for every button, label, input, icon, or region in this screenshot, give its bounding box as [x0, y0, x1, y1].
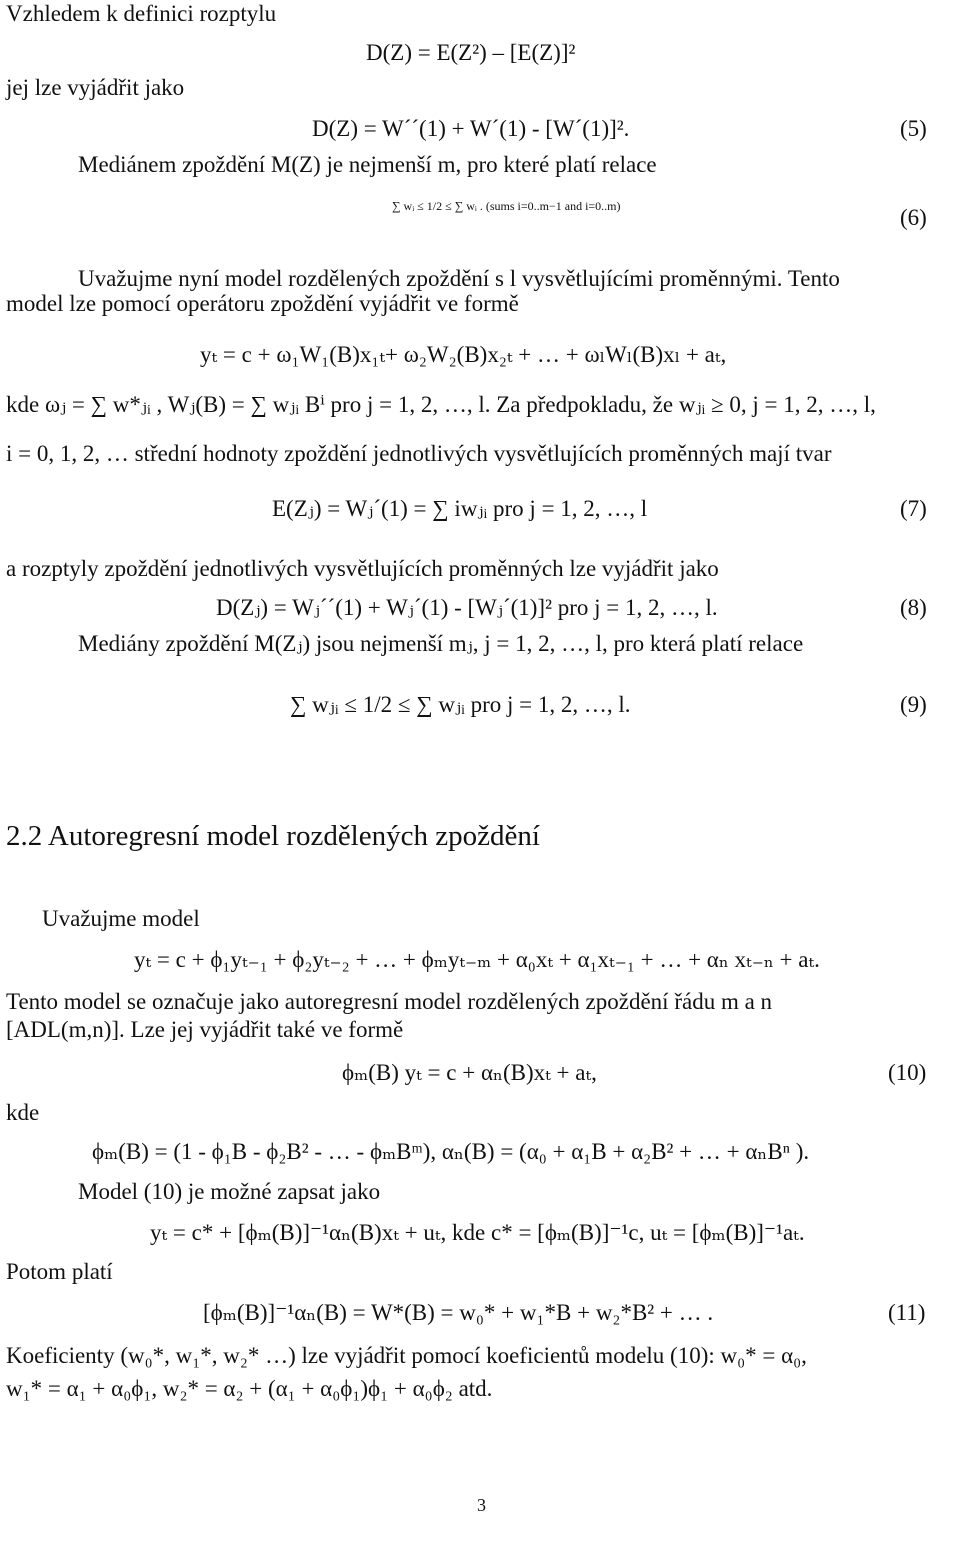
equation-5: D(Z) = W´´(1) + W´(1) - [W´(1)]². — [312, 116, 630, 141]
text-line: a rozptyly zpoždění jednotlivých vysvětlujících proměnných lze vyjádřit jako — [6, 556, 719, 581]
text-line: jej lze vyjádřit jako — [6, 75, 185, 100]
text-line: Mediánem zpoždění M(Z) je nejmenší m, pro které platí relace — [78, 152, 657, 177]
equation-number: (8) — [900, 595, 927, 620]
equation-8: D(Zⱼ) = Wⱼ´´(1) + Wⱼ´(1) - [Wⱼ´(1)]² pro j = 1, 2, …, l. — [216, 595, 718, 620]
equation-number: (5) — [900, 116, 927, 141]
text-line: kde — [6, 1100, 40, 1125]
equation-9: ∑ wⱼᵢ ≤ 1/2 ≤ ∑ wⱼᵢ pro j = 1, 2, …, l. — [290, 692, 631, 717]
page-number: 3 — [477, 1495, 486, 1515]
text-line: Uvažujme model — [42, 906, 200, 931]
text-line: Potom platí — [6, 1259, 113, 1284]
text-line: w₁* = α₁ + α₀ϕ₁, w₂* = α₂ + (α₁ + α₀ϕ₁)ϕ₁ + α₀ϕ₂ atd. — [6, 1376, 493, 1401]
equation-number: (11) — [888, 1300, 926, 1325]
text-line: Mediány zpoždění M(Zⱼ) jsou nejmenší mⱼ, j = 1, 2, …, l, pro která platí relace — [78, 631, 804, 656]
equation-variance: D(Z) = E(Z²) – [E(Z)]² — [366, 40, 576, 65]
text-line: [ADL(m,n)]. Lze jej vyjádřit také ve formě — [6, 1017, 404, 1042]
text-line: Model (10) je možné zapsat jako — [78, 1179, 381, 1204]
text-line: kde ωⱼ = ∑ w*ⱼᵢ , Wⱼ(B) = ∑ wⱼᵢ Bⁱ pro j = 1, 2, …, l. Za předpokladu, že wⱼᵢ ≥ 0, j = 1, 2, …, l, — [6, 392, 876, 417]
equation-number: (9) — [900, 692, 927, 717]
equation-10: ϕₘ(B) yₜ = c + αₙ(B)xₜ + aₜ, — [342, 1060, 597, 1085]
equation-11: [ϕₘ(B)]⁻¹αₙ(B) = W*(B) = w₀* + w₁*B + w₂*B² + … . — [203, 1300, 714, 1325]
text-line: Vzhledem k definici rozptylu — [6, 1, 277, 26]
equation-polynomials: ϕₘ(B) = (1 - ϕ₁B - ϕ₂B² - … - ϕₘBᵐ), αₙ(B) = (α₀ + α₁B + α₂B² + … + αₙBⁿ ). — [92, 1139, 810, 1164]
equation-rewrite: yₜ = c* + [ϕₘ(B)]⁻¹αₙ(B)xₜ + uₜ, kde c* = [ϕₘ(B)]⁻¹c, uₜ = [ϕₘ(B)]⁻¹aₜ. — [150, 1220, 805, 1245]
text-line: Uvažujme nyní model rozdělených zpoždění s l vysvětlujícími proměnnými. Tento — [78, 266, 840, 291]
equation-model: yₜ = c + ω₁W₁(B)x₁ₜ+ ω₂W₂(B)x₂ₜ + … + ωₗWₗ(B)xₗ + aₜ, — [200, 342, 727, 367]
text-line: Koeficienty (w₀*, w₁*, w₂* …) lze vyjádřit pomocí koeficientů modelu (10): w₀* = α₀, — [6, 1343, 807, 1368]
equation-7: E(Zⱼ) = Wⱼ´(1) = ∑ iwⱼᵢ pro j = 1, 2, …, l — [272, 496, 648, 521]
equation-number: (7) — [900, 496, 927, 521]
text-line: i = 0, 1, 2, … střední hodnoty zpoždění jednotlivých vysvětlujících proměnných mají tvar — [6, 441, 832, 466]
section-heading: 2.2 Autoregresní model rozdělených zpoždění — [6, 820, 540, 852]
equation-number: (6) — [900, 205, 927, 230]
equation-number: (10) — [888, 1060, 927, 1085]
equation-6: ∑ wᵢ ≤ 1/2 ≤ ∑ wᵢ . (sums i=0..m−1 and i=0..m) — [392, 199, 621, 213]
text-line: model lze pomocí operátoru zpoždění vyjádřit ve formě — [6, 291, 519, 316]
text-line: Tento model se označuje jako autoregresní model rozdělených zpoždění řádu m a n — [6, 989, 773, 1014]
equation-adl: yₜ = c + ϕ₁yₜ₋₁ + ϕ₂yₜ₋₂ + … + ϕₘyₜ₋ₘ + α₀xₜ + α₁xₜ₋₁ + … + αₙ xₜ₋ₙ + aₜ. — [134, 947, 820, 972]
